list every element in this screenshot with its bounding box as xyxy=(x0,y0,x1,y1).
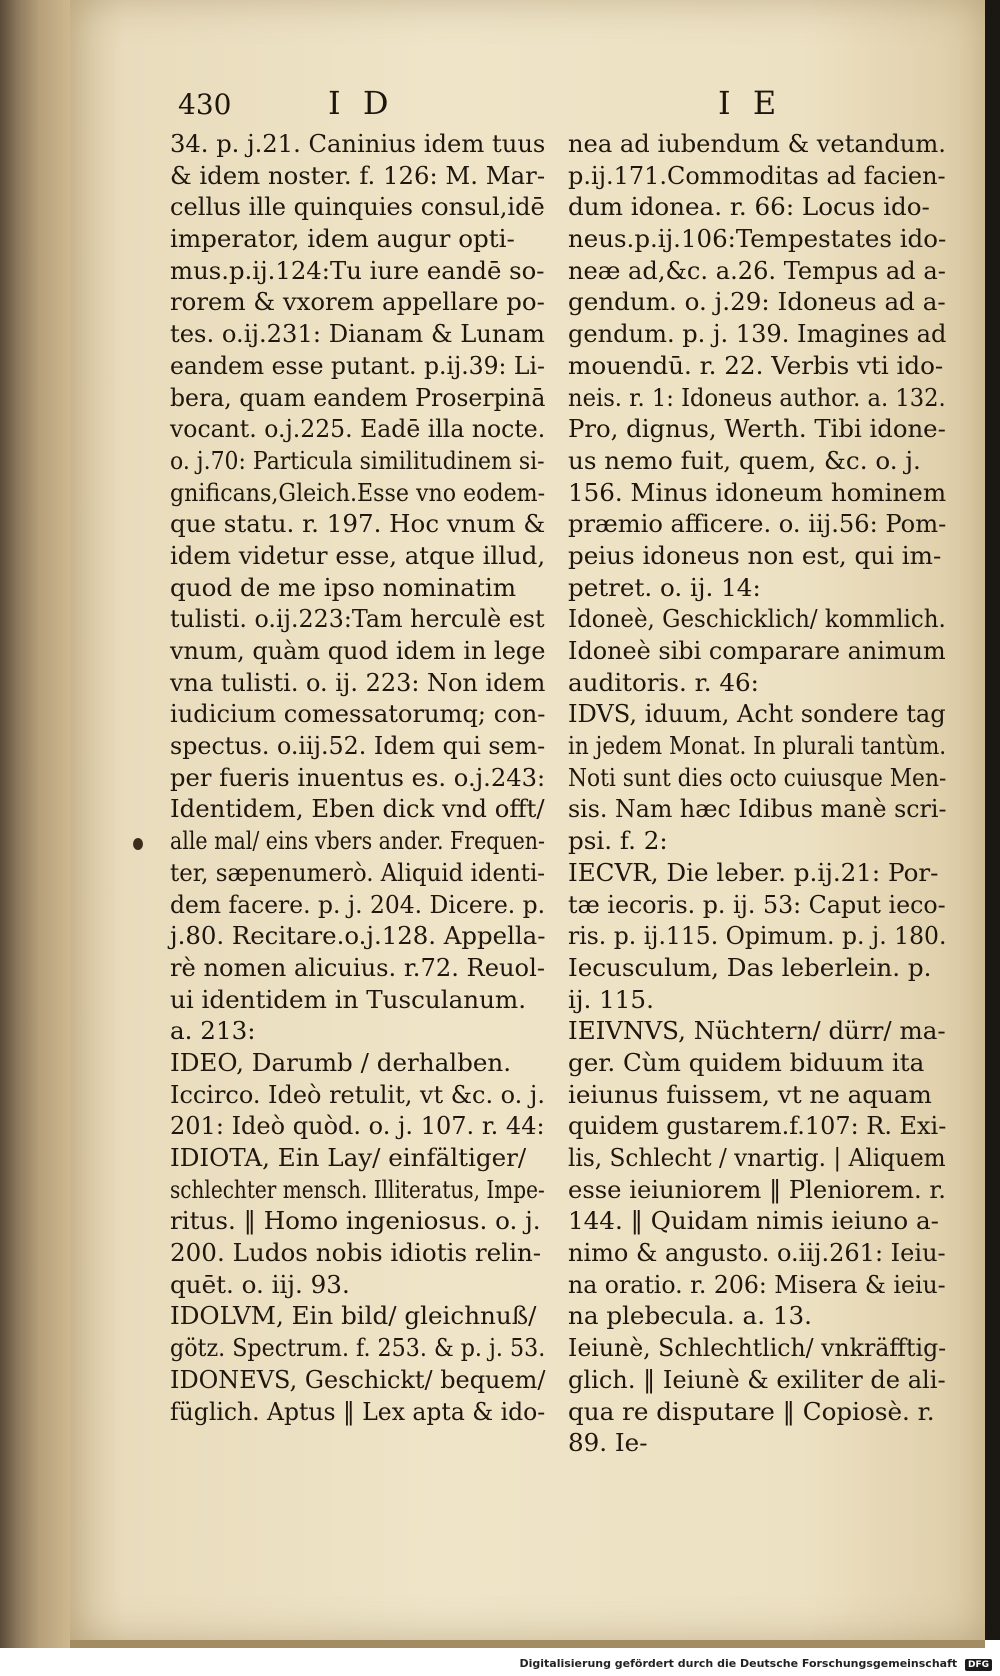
text-line: iudicium comessatorumq; con- xyxy=(170,699,546,729)
text-line: spectus. o.iij.52. Idem qui sem- xyxy=(170,731,546,761)
text-line: p.ij.171.Commoditas ad facien- xyxy=(568,160,946,190)
text-line: IDIOTA, Ein Lay/ einfältiger/ xyxy=(170,1143,527,1172)
text-line: us nemo fuit, quem, &c. o. j. xyxy=(568,445,921,475)
text-line: cellus ille quinquies consul,idē xyxy=(170,192,545,222)
text-line: 89. Ie- xyxy=(568,1428,648,1458)
text-line: schlechter mensch. Illiteratus, Impe- xyxy=(170,1174,545,1204)
text-line: psi. f. 2: xyxy=(568,826,668,856)
text-line: nimo & angusto. o.iij.261: Ieiu- xyxy=(568,1238,946,1268)
text-line: gnificans,Gleich.Esse vno eodem- xyxy=(170,477,546,507)
text-line: præmio afficere. o. iij.56: Pom- xyxy=(568,509,947,539)
text-line: 156. Minus idoneum hominem xyxy=(568,477,947,507)
text-line: Iecusculum, Das leberlein. p. xyxy=(568,952,932,982)
left-text-column xyxy=(170,128,545,1427)
text-line: nea ad iubendum & vetandum. xyxy=(568,129,946,158)
text-line: dem facere. p. j. 204. Dicere. p. xyxy=(170,889,546,919)
text-line: tulisti. o.ij.223:Tam herculè est xyxy=(170,604,545,634)
dfg-logo: DFG xyxy=(965,1659,992,1671)
text-line: füglich. Aptus ‖ Lex apta & ido- xyxy=(170,1396,546,1426)
text-line: neæ ad,&c. a.26. Tempus ad a- xyxy=(568,255,946,285)
left-running-head: I D xyxy=(328,84,395,122)
text-line: ger. Cùm quidem biduum ita xyxy=(568,1047,925,1077)
text-line: quod de me ipso nominatim xyxy=(170,572,517,602)
text-line: IDEO, Darumb / derhalben. xyxy=(170,1047,512,1077)
text-line: bera, quam eandem Proserpinā xyxy=(170,382,546,412)
text-line: quidem gustarem.f.107: R. Exi- xyxy=(568,1111,947,1141)
text-line: vnum, quàm quod idem in lege xyxy=(170,636,546,665)
text-line: glich. ‖ Ieiunè & exiliter de ali- xyxy=(568,1364,946,1394)
text-line: IEIVNVS, Nüchtern/ dürr/ ma- xyxy=(568,1016,946,1046)
text-line: j.80. Recitare.o.j.128. Appella- xyxy=(170,921,546,951)
text-line: na plebecula. a. 13. xyxy=(568,1301,812,1331)
text-line: o. j.70: Particula similitudinem si- xyxy=(170,445,545,475)
text-line: Pro, dignus, Werth. Tibi idone- xyxy=(568,414,946,444)
text-line: IDONEVS, Geschickt/ bequem/ xyxy=(170,1364,546,1394)
text-line: 34. p. j.21. Caninius idem tuus xyxy=(170,129,546,158)
page-bottom-edge xyxy=(70,1640,985,1648)
text-line: Identidem, Eben dick vnd offt/ xyxy=(170,794,545,824)
text-line: neis. r. 1: Idoneus author. a. 132. xyxy=(568,382,946,412)
text-line: ij. 115. xyxy=(568,984,654,1014)
text-line: na oratio. r. 206: Misera & ieiu- xyxy=(568,1269,946,1299)
text-line: Iccirco. Ideò retulit, vt &c. o. j. xyxy=(170,1079,545,1109)
text-line: auditoris. r. 46: xyxy=(568,667,759,697)
text-line: ris. p. ij.115. Opimum. p. j. 180. xyxy=(568,921,947,951)
text-line: ritus. ‖ Homo ingeniosus. o. j. xyxy=(170,1206,541,1236)
text-line: per fueris inuentus es. o.j.243: xyxy=(170,762,546,792)
text-line: sis. Nam hæc Idibus manè scri- xyxy=(568,794,947,824)
text-line: 200. Ludos nobis idiotis relin- xyxy=(170,1238,542,1268)
text-line: ter, sæpenumerò. Aliquid identi- xyxy=(170,857,546,887)
text-line: götz. Spectrum. f. 253. & p. j. 53. xyxy=(170,1333,546,1363)
text-line: vna tulisti. o. ij. 223: Non idem xyxy=(170,667,546,697)
text-line: peius idoneus non est, qui im- xyxy=(568,540,942,570)
text-line: alle mal/ eins vbers ander. Frequen- xyxy=(170,826,545,856)
text-line: mus.p.ij.124:Tu iure eandē so- xyxy=(170,255,545,285)
text-line: tes. o.ij.231: Dianam & Lunam xyxy=(170,319,545,349)
text-line: gendum. p. j. 139. Imagines ad xyxy=(568,319,947,349)
text-line: petret. o. ij. 14: xyxy=(568,572,761,602)
text-line: lis, Schlecht / vnartig. | Aliquem xyxy=(568,1143,946,1172)
text-line: Noti sunt dies octo cuiusque Men- xyxy=(568,762,947,792)
text-line: eandem esse putant. p.ij.39: Li- xyxy=(170,350,545,380)
text-line: ieiunus fuissem, vt ne aquam xyxy=(568,1079,932,1109)
text-line: 201: Ideò quòd. o. j. 107. r. 44: xyxy=(170,1111,545,1141)
text-line: tæ iecoris. p. ij. 53: Caput ieco- xyxy=(568,889,946,919)
ink-blot xyxy=(133,838,143,850)
right-text-column xyxy=(568,128,946,1459)
text-line: neus.p.ij.106:Tempestates ido- xyxy=(568,224,947,254)
text-line: 144. ‖ Quidam nimis ieiuno a- xyxy=(568,1206,939,1236)
page-number: 430 xyxy=(178,88,232,121)
text-line: mouendū. r. 22. Verbis vti ido- xyxy=(568,350,944,380)
text-line: qua re disputare ‖ Copiosè. r. xyxy=(568,1396,935,1426)
text-line: que statu. r. 197. Hoc vnum & xyxy=(170,509,546,539)
text-line: IDOLVM, Ein bild/ gleichnuß/ xyxy=(170,1301,537,1331)
text-line: Idoneè, Geschicklich/ kommlich. xyxy=(568,604,946,634)
text-line: rè nomen alicuius. r.72. Reuol- xyxy=(170,952,545,982)
text-line: Ieiunè, Schlechtlich/ vnkräfftig- xyxy=(568,1333,947,1363)
binding-shadow xyxy=(985,0,1000,1640)
text-line: a. 213: xyxy=(170,1016,256,1046)
text-line: imperator, idem augur opti- xyxy=(170,224,515,254)
text-line: ui identidem in Tusculanum. xyxy=(170,984,527,1014)
text-line: dum idonea. r. 66: Locus ido- xyxy=(568,192,930,222)
text-line: gendum. o. j.29: Idoneus ad a- xyxy=(568,287,946,317)
text-line: quēt. o. iij. 93. xyxy=(170,1269,350,1299)
text-line: & idem noster. f. 126: M. Mar- xyxy=(170,160,546,190)
footer-credit-text: Digitalisierung gefördert durch die Deutsche Forschungsgemeinschaft xyxy=(519,1657,958,1670)
text-line: vocant. o.j.225. Eadē illa nocte. xyxy=(170,414,546,444)
text-line: esse ieiuniorem ‖ Pleniorem. r. xyxy=(568,1174,946,1204)
text-line: Idoneè sibi comparare animum xyxy=(568,636,946,665)
text-line: in jedem Monat. In plurali tantùm. xyxy=(568,731,947,761)
text-line: IECVR, Die leber. p.ij.21: Por- xyxy=(568,857,939,887)
text-line: IDVS, iduum, Acht sondere tag xyxy=(568,699,946,729)
text-line: rorem & vxorem appellare po- xyxy=(170,287,545,317)
footer-credit xyxy=(519,1657,992,1671)
book-edge xyxy=(0,0,70,1676)
running-header xyxy=(178,84,798,128)
text-line: idem videtur esse, atque illud, xyxy=(170,540,546,570)
right-running-head: I E xyxy=(718,84,783,122)
